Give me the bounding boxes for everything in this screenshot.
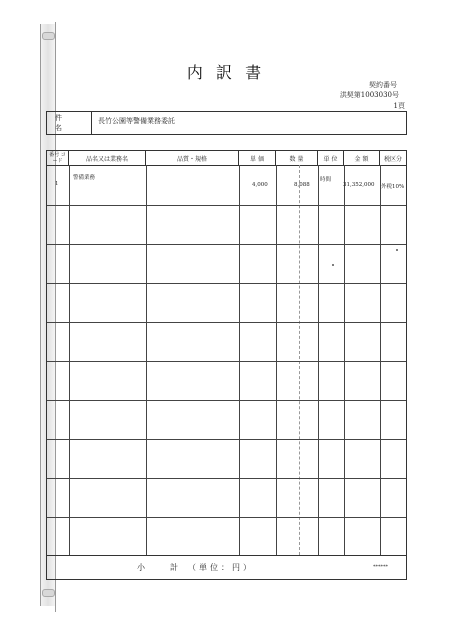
binding-clip <box>42 589 55 597</box>
row-divider <box>47 361 406 362</box>
header-no: 番号 コード <box>47 151 69 165</box>
header-tax: 税区分 <box>383 155 402 163</box>
column-divider <box>69 165 70 555</box>
table-header <box>47 151 406 166</box>
page-number: 1頁 <box>393 102 405 110</box>
subject-value: 長竹公園等警備業務委託 <box>98 117 175 125</box>
subtotal-row <box>47 555 406 579</box>
column-divider <box>299 165 300 555</box>
header-unit: 単 位 <box>318 151 344 165</box>
breakdown-table <box>46 150 407 580</box>
row-divider <box>47 244 406 245</box>
row1-tax: 外税10% <box>381 184 405 190</box>
column-divider <box>239 165 240 555</box>
row-divider <box>47 322 406 323</box>
row1-quantity: 8,088 <box>294 182 310 188</box>
row-divider <box>47 517 406 518</box>
stray-mark <box>396 249 398 251</box>
column-divider <box>276 165 277 555</box>
header-quantity: 数 量 <box>276 151 318 165</box>
subject-box <box>46 111 407 135</box>
header-item: 品名又は業務名 <box>69 151 146 165</box>
page-title: 内 訳 書 <box>186 63 266 82</box>
subtotal-value: ****** <box>373 564 388 570</box>
column-divider <box>380 165 381 555</box>
row-divider <box>47 283 406 284</box>
column-divider <box>344 165 345 555</box>
row1-amount: 31,352,000 <box>343 182 375 188</box>
header-amount: 金 額 <box>344 151 380 165</box>
row-divider <box>47 478 406 479</box>
header-unit-price: 単 価 <box>239 151 276 165</box>
stray-mark <box>332 264 334 266</box>
row-divider <box>47 400 406 401</box>
column-divider <box>318 165 319 555</box>
row-divider <box>47 205 406 206</box>
subject-label: 件 名 <box>47 112 92 134</box>
contract-number-label: 契約番号 <box>369 81 397 89</box>
row1-unit: 時間 <box>320 177 332 183</box>
binding-clip <box>42 32 55 40</box>
row1-unit-price: 4,000 <box>252 182 268 188</box>
header-spec: 品質・規格 <box>146 151 239 165</box>
column-divider <box>146 165 147 555</box>
row-divider <box>47 439 406 440</box>
row1-item: 警備業務 <box>73 175 96 181</box>
subtotal-label: 小 計 （単位：円） <box>137 563 254 572</box>
row1-number: 1 <box>55 181 59 187</box>
contract-number: 洪契第1003030号 <box>339 91 399 99</box>
